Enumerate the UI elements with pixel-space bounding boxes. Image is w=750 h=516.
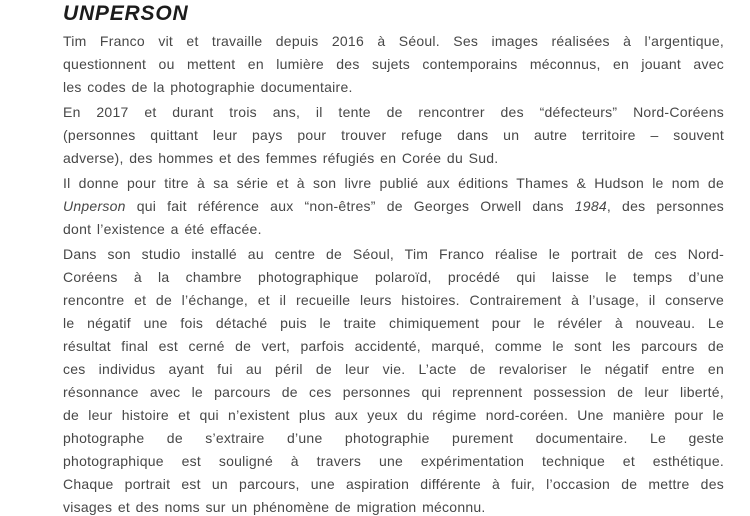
text-line	[63, 335, 724, 358]
text-line	[63, 76, 724, 99]
text-line	[63, 266, 724, 289]
text-run: les codes de la photographie documentaire.	[63, 79, 353, 95]
text-line	[63, 172, 724, 195]
paragraph	[63, 101, 724, 170]
text-line	[63, 195, 724, 218]
paragraph	[63, 30, 724, 99]
text-run: Chaque portrait est un parcours, une aspiration différente à fuir, l’occasion de mettre des	[63, 476, 724, 492]
text-run: Il donne pour titre à sa série et à son livre publié aux éditions Thames & Hudson le nom de	[63, 175, 724, 191]
text-line	[63, 427, 724, 450]
text-run: résultat final est cerné de vert, parfois accidenté, marqué, comme le sont les parcours de	[63, 338, 724, 354]
text-run: dont l’existence a été effacée.	[63, 221, 262, 237]
paragraph	[63, 172, 724, 241]
text-run: rencontre et de l’échange, et il recueille leurs histoires. Contrairement à l’usage, il conserve	[63, 292, 724, 308]
text-run: En 2017 et durant trois ans, il tente de rencontrer des “défecteurs” Nord-Coréens	[63, 104, 724, 120]
text-run: le négatif une fois détaché puis le traite chimiquement pour le révéler à nouveau. Le	[63, 315, 724, 331]
text-line	[63, 30, 724, 53]
text-line	[63, 358, 724, 381]
text-line	[63, 450, 724, 473]
text-run: Dans son studio installé au centre de Séoul, Tim Franco réalise le portrait de ces Nord-	[63, 246, 724, 262]
text-line	[63, 404, 724, 427]
text-run: de leur histoire et qui n’existent plus aux yeux du régime nord-coréen. Une manière pour le	[63, 407, 724, 423]
text-run: Tim Franco vit et travaille depuis 2016 à Séoul. Ses images réalisées à l’argentique,	[63, 33, 724, 49]
paragraph	[63, 243, 724, 516]
text-run: (personnes quittant leur pays pour trouver refuge dans un autre territoire – souvent	[63, 127, 724, 143]
document-body	[63, 30, 724, 516]
document-title: UNPERSON	[63, 2, 189, 25]
italic-text-run: 1984	[574, 198, 607, 214]
text-line	[63, 312, 724, 335]
text-line	[63, 496, 724, 516]
text-run: Coréens à la chambre photographique polaroïd, procédé qui laisse le temps d’une	[63, 269, 724, 285]
text-line	[63, 53, 724, 76]
text-run: résonnance avec le parcours de ces personnes qui reprennent possession de leur liberté,	[63, 384, 724, 400]
text-line	[63, 101, 724, 124]
text-run: , des personnes	[606, 198, 724, 214]
text-run: qui fait référence aux “non-êtres” de Georges Orwell dans	[125, 198, 575, 214]
text-line	[63, 243, 724, 266]
italic-text-run: Unperson	[63, 198, 126, 214]
text-run: photographique est souligné à travers une expérimentation technique et esthétique.	[63, 453, 724, 469]
text-line	[63, 124, 724, 147]
text-run: questionnent ou mettent en lumière des sujets contemporains méconnus, en jouant avec	[63, 56, 724, 72]
text-line	[63, 473, 724, 496]
text-line	[63, 381, 724, 404]
text-run: ces individus ayant fui au péril de leur vie. L’acte de revaloriser le négatif entre en	[63, 361, 724, 377]
text-line	[63, 218, 724, 241]
text-line	[63, 147, 724, 170]
text-run: adverse), des hommes et des femmes réfugiés en Corée du Sud.	[63, 150, 499, 166]
text-run: visages et des noms sur un phénomène de migration méconnu.	[63, 499, 486, 515]
text-run: photographe de s’extraire d’une photographie purement documentaire. Le geste	[63, 430, 724, 446]
text-line	[63, 289, 724, 312]
